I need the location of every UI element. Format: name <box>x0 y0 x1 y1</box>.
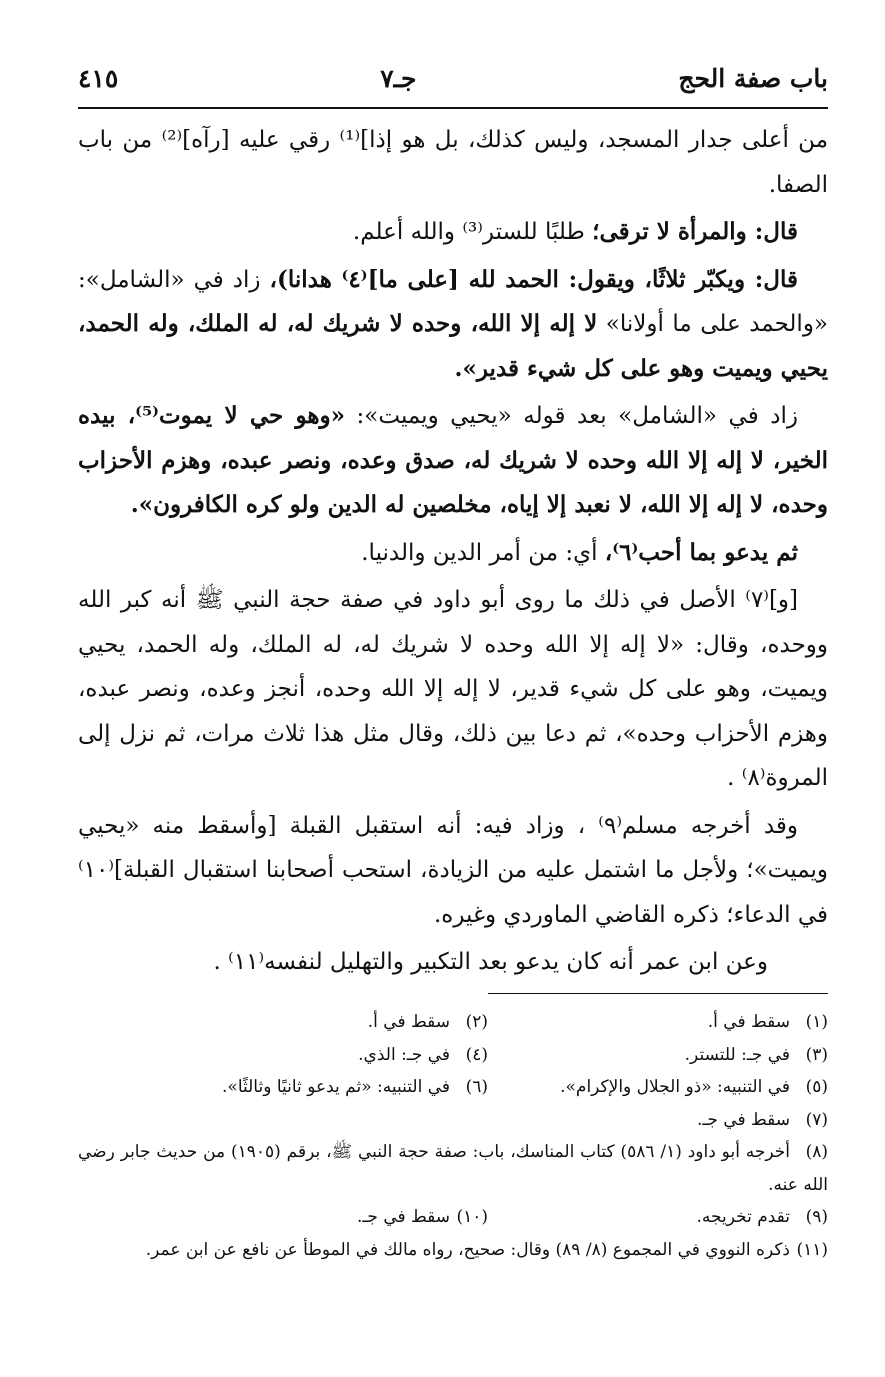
footnote-text: أخرجه أبو داود (١/ ٥٨٦) كتاب المناسك، باب: صفة حجة النبي ﷺ، برقم (١٩٠٥) من حديث جابر رضي الله عنه. <box>78 1142 828 1195</box>
paragraph <box>78 804 828 938</box>
footnote-text: في التنبيه: «ذو الجلال والإكرام». <box>560 1077 790 1097</box>
footnote-text: سقط في أ. <box>707 1012 790 1032</box>
paragraph <box>78 118 828 207</box>
footnote <box>78 1136 828 1201</box>
paragraph-text: وعن ابن عمر أنه كان يدعو بعد التكبير والتهليل لنفسه⁽١١⁾ . <box>213 949 768 975</box>
paragraph-text: وقد أخرجه مسلم⁽٩⁾ ، وزاد فيه: أنه استقبل القبلة [وأسقط منه «يحيي ويميت»؛ ولأجل ما اشتمل عليه من الزيادة، استحب أصحابنا استقبال القبلة]⁽١٠⁾ في الدعاء؛ ذكره القاضي الماوردي وغيره. <box>78 812 828 928</box>
footnote-text: في جـ: الذي. <box>358 1044 450 1065</box>
paragraph-text: [و]⁽٧⁾ الأصل في ذلك ما روى أبو داود في صفة حجة النبي ﷺ أنه كبر الله ووحده، وقال: «لا إله إلا الله وحده لا شريك له، له الملك، وله الحمد، يحيي ويميت، وهو على كل شيء قدير، لا إله إلا الله وحده، أنجز وعده، ونصر عبده، وهزم الأحزاب وحده»، ثم دعا بين ذلك، وقال مثل هذا ثلاث مرات، ثم نزل إلى المروة⁽٨⁾ . <box>78 587 828 791</box>
volume-label: جـ٧ <box>380 63 417 93</box>
paragraph <box>78 940 828 985</box>
footnote-row <box>78 1039 828 1072</box>
footnote-text: سقط في جـ. <box>357 1207 450 1227</box>
paragraph-bold-text: لا إله إلا الله، وحده لا شريك له، له الملك، وله الحمد، يحيي ويميت وهو على كل شيء قدير». <box>78 310 828 382</box>
footnote-text: تقدم تخريجه. <box>696 1207 790 1227</box>
footnote-row <box>78 1201 828 1234</box>
footnote-number: (٤) <box>465 1044 488 1065</box>
footnote <box>488 1071 828 1104</box>
footnote <box>148 1201 488 1234</box>
paragraph <box>78 578 828 801</box>
header-rule <box>78 107 828 109</box>
footnote <box>148 1039 488 1072</box>
paragraph-bold-text: قال: ويكبّر ثلاثًا، ويقول: الحمد لله [على ما]⁽٤⁾ هدانا)، <box>269 265 798 293</box>
footnote <box>488 1039 828 1072</box>
paragraph <box>78 394 828 528</box>
footnote <box>148 1071 488 1104</box>
footnote-separator <box>488 993 828 994</box>
footnote-text: في جـ: للتستر. <box>684 1044 790 1065</box>
footnote-number: (١١) <box>796 1239 828 1260</box>
footnote-number: (٦) <box>465 1077 488 1097</box>
paragraph-text: زاد في «الشامل»: «والحمد على ما أولانا» <box>78 266 828 337</box>
footnote-text: ذكره النووي في المجموع (٨/ ٨٩) وقال: صحيح، رواه مالك في الموطأ عن نافع عن ابن عمر. <box>145 1239 790 1260</box>
page-number: ٤١٥ <box>78 63 119 93</box>
footnote-number: (٢) <box>465 1012 488 1032</box>
footnote-text: سقط في جـ. <box>697 1109 790 1130</box>
paragraph <box>78 210 828 255</box>
footnote-row <box>78 1006 828 1039</box>
footnote-text: في التنبيه: «ثم يدعو ثانيًا وثالثًا». <box>222 1077 450 1097</box>
footnote <box>148 1006 488 1039</box>
paragraph-bold-text: «وهو حي لا يموت⁽⁵⁾، بيده الخير، لا إله إلا الله وحده لا شريك له، صدق وعده، ونصر عبده، وهزم الأحزاب وحده، لا إله إلا الله، لا نعبد إلا إياه، مخلصين له الدين ولو كره الكافرون». <box>78 402 828 518</box>
footnote <box>78 1104 828 1137</box>
footnote-number: (٩) <box>805 1207 828 1227</box>
paragraph <box>78 258 828 392</box>
paragraph-text: زاد في «الشامل» بعد قوله «يحيي ويميت»: <box>344 403 799 429</box>
paragraph-bold-text: ثم يدعو بما أحب⁽٦⁾، <box>604 538 798 566</box>
paragraph-text: أي: من أمر الدين والدنيا. <box>361 539 605 566</box>
footnote <box>488 1006 828 1039</box>
footnote-number: (٥) <box>805 1077 828 1097</box>
footnote <box>78 1234 828 1267</box>
chapter-title: باب صفة الحج <box>678 63 828 93</box>
page-header <box>78 58 828 98</box>
footnote-number: (١٠) <box>456 1207 488 1227</box>
paragraph <box>78 531 828 576</box>
footnote-text: سقط في أ. <box>367 1012 450 1032</box>
footnote-number: (٨) <box>805 1142 829 1162</box>
paragraph-text: من أعلى جدار المسجد، وليس كذلك، بل هو إذا]⁽¹⁾ رقي عليه [رآه]⁽²⁾ من باب الصفا. <box>78 127 829 198</box>
footnote <box>488 1201 828 1234</box>
footnote-number: (١) <box>805 1012 828 1032</box>
main-text <box>78 118 828 988</box>
paragraph-text: طلبًا للستر⁽³⁾ والله أعلم. <box>352 219 593 245</box>
footnotes <box>78 1006 828 1266</box>
footnote-row <box>78 1071 828 1104</box>
paragraph-bold-text: قال: والمرأة لا ترقى؛ <box>592 218 798 245</box>
footnote-number: (٧) <box>805 1109 828 1130</box>
footnote-number: (٣) <box>805 1044 828 1065</box>
